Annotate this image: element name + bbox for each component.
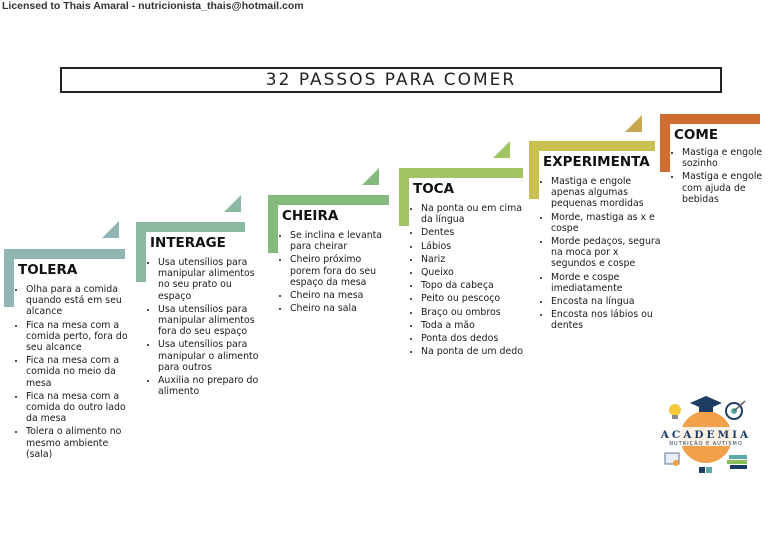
step-heading: COME (674, 127, 719, 143)
step-experimenta (529, 141, 661, 351)
step-items (413, 203, 529, 359)
step-item: • Fica na mesa com a comida do outro lado da mesa (26, 391, 134, 425)
step-item: • Auxilia no preparo do alimento (158, 375, 266, 397)
step-item: • Topo da cabeça (421, 280, 529, 291)
books-icon (727, 455, 747, 469)
step-bar-vertical (4, 249, 14, 307)
step-bar-horizontal (268, 195, 389, 205)
step-heading: CHEIRA (282, 208, 339, 224)
step-item: • Encosta na língua (551, 296, 663, 307)
puzzle-icon (699, 467, 712, 473)
step-item: • Usa utensílios para manipular alimentos no seu prato ou espaço (158, 257, 266, 302)
step-item: • Cheiro na mesa (290, 290, 390, 301)
step-heading: INTERAGE (150, 235, 226, 251)
logo-word: ACADEMIA (660, 429, 752, 441)
step-item: • Na ponta ou em cima da língua (421, 203, 529, 225)
step-bar-horizontal (4, 249, 125, 259)
step-item: • Toda a mão (421, 320, 529, 331)
logo-graphic (655, 393, 757, 478)
title-box (60, 67, 722, 93)
lightbulb-icon (669, 404, 681, 419)
step-interage (136, 222, 262, 422)
step-triangle (102, 221, 119, 238)
step-items (674, 147, 768, 207)
step-bar-horizontal (529, 141, 655, 151)
step-item: • Mastiga e engole com ajuda de bebidas (682, 171, 768, 205)
step-triangle (224, 195, 241, 212)
step-item: • Cheiro na sala (290, 303, 390, 314)
step-items (18, 284, 134, 462)
step-items (282, 230, 390, 316)
graduation-cap-icon (690, 396, 722, 412)
academia-logo (655, 393, 757, 478)
target-icon (726, 401, 745, 419)
step-item: • Mastiga e engole apenas algumas pequenas mordidas (551, 176, 663, 210)
step-item: • Olha para a comida quando está em seu alcance (26, 284, 134, 318)
step-item: • Na ponta de um dedo (421, 346, 529, 357)
step-item: • Peito ou pescoço (421, 293, 529, 304)
step-item: • Morde pedaços, segura na moca por x segundos e cospe (551, 236, 663, 270)
step-item: • Fica na mesa com a comida no meio da mesa (26, 355, 134, 389)
step-items (150, 257, 266, 399)
logo-subtitle: NUTRIÇÃO E AUTISMO (669, 441, 743, 447)
certificate-icon (665, 453, 679, 466)
step-triangle (362, 168, 379, 185)
step-item: • Se inclina e levanta para cheirar (290, 230, 390, 252)
step-bar-horizontal (399, 168, 523, 178)
step-item: • Usa utensílios para manipular alimentos fora do seu espaço (158, 304, 266, 338)
step-come (660, 114, 766, 224)
step-item: • Usa utensílios para manipular o alimento para outros (158, 339, 266, 373)
step-item: • Encosta nos lábios ou dentes (551, 309, 663, 331)
step-item: • Dentes (421, 227, 529, 238)
step-item: • Nariz (421, 254, 529, 265)
step-triangle (625, 115, 642, 132)
license-text: Licensed to Thais Amaral - nutricionista_thais@hotmail.com (2, 0, 304, 12)
step-item: • Lábios (421, 241, 529, 252)
step-item: • Tolera o alimento no mesmo ambiente (sala) (26, 426, 134, 460)
step-item: • Mastiga e engole sozinho (682, 147, 768, 169)
step-bar-vertical (399, 168, 409, 226)
step-item: • Morde e cospe imediatamente (551, 272, 663, 294)
step-cheira (268, 195, 394, 335)
step-toca (399, 168, 525, 388)
step-heading: TOCA (413, 181, 455, 197)
step-item: • Fica na mesa com a comida perto, fora do seu alcance (26, 320, 134, 354)
step-bar-vertical (268, 195, 278, 253)
step-bar-horizontal (660, 114, 760, 124)
page-title: 32 PASSOS PARA COMER (265, 70, 517, 90)
step-item: • Queixo (421, 267, 529, 278)
step-bar-horizontal (136, 222, 245, 232)
step-tolera (4, 249, 130, 479)
step-bar-vertical (660, 114, 670, 172)
step-bar-vertical (136, 222, 146, 282)
step-triangle (493, 141, 510, 158)
step-item: • Morde, mastiga as x e cospe (551, 212, 663, 234)
step-item: • Cheiro próximo porem fora do seu espaço da mesa (290, 254, 390, 288)
step-heading: EXPERIMENTA (543, 154, 650, 170)
step-items (543, 176, 663, 334)
step-item: • Ponta dos dedos (421, 333, 529, 344)
step-heading: TOLERA (18, 262, 78, 278)
step-item: • Braço ou ombros (421, 307, 529, 318)
step-bar-vertical (529, 141, 539, 199)
